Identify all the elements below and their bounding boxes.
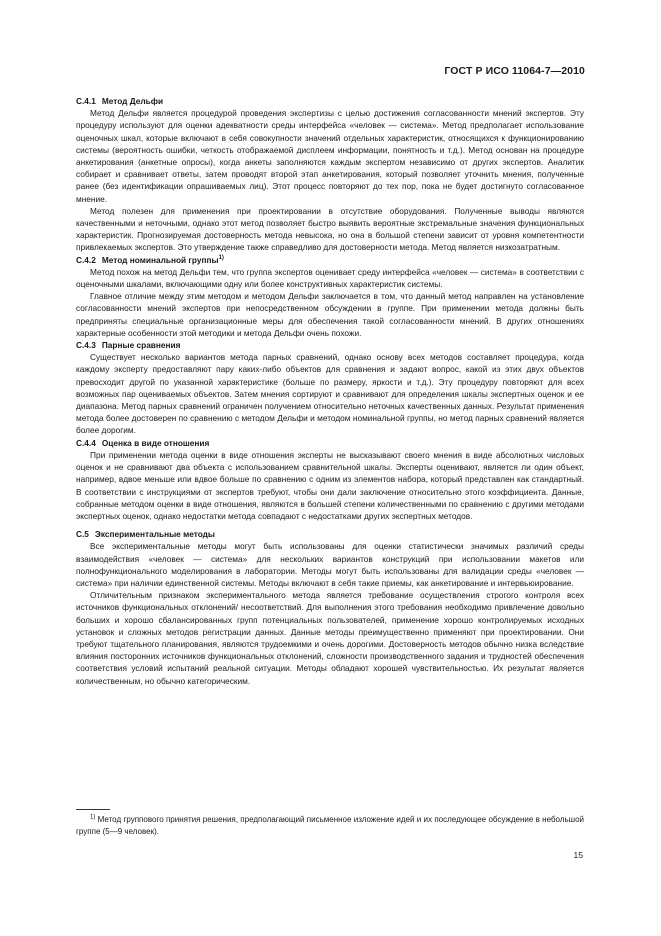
paragraph: При применении метода оценки в виде отношения эксперты не высказывают своего мнения в виде абсолютных числовых оценок и не сравнивают два объекта с использованием сравнительной шкалы. Эксперты оценивают, является ли один объект, например, вдвое меньше или вдвое больше по сравнению с одним из элементов набора, который представлен как стандартный. В соответствии с инструкциями от экспертов требуют, чтобы они дали заключение относительно этого коэффициента. Данные, собранные методом оценки в виде отношения, являются в большей степени количественными по сравнению с другими методами экспертных оценок, однако недостатки метода совпадают с недостатками других экспертных методов. — [76, 449, 584, 521]
paragraph: Метод Дельфи является процедурой проведения экспертизы с целью достижения согласованности мнений экспертов. Эту процедуру используют для оценки адекватности среды интерфейса «человек — система». Метод предполагает использование оценочных шкал, которые включают в себя совокупности значений отдельных характеристик, относящихся к функционированию системы (вероятность ошибки, четкость отображаемой дисплеем информации, понятность и т.д.). Метод основан на процедуре анкетирования (анкетные опросы), когда анкеты заполняются каждым экспертом независимо от других экспертов. Аналитик собирает и сравнивает ответы, затем проводят второй этап анкетирования, который позволяет уточнить мнения, полученные ранее (без идентификации опрашиваемых лиц). Этот процесс повторяют до тех пор, пока не будет достигнуто согласованное мнение. — [76, 108, 584, 204]
section-heading-c42: С.4.2 Метод номинальной группы$^{1)}$ — [76, 254, 224, 265]
paragraph: Главное отличие между этим методом и методом Дельфи заключается в том, что данный метод направлен на установление согласованности мнений экспертов при непосредственном обсуждении в группе. При применении метода должны быть предприняты специальные организационные меры для обеспечения такой согласованности мнений. В других отношениях характерные особенности этой методики и метода Дельфи очень похожи. — [76, 291, 584, 338]
paragraph: Отличительным признаком экспериментального метода является требование осуществления строгого контроля всех источников функциональных отклонений/ несоответствий. Для выполнения этого требования необходимо привлечение довольно больших и хорошо сбалансированных групп потенциальных пользователей, применение хорошо контролируемых исходных установок и сложных методов регистрации данных. Данные методы преимущественно применяют при проектировании. Они требуют тщательного планирования, являются трудоемкими и очень дорогими. Достоверность методов обычно низка вследствие влияния посторонних источников функциональных отклонений, сложности производственного задания и трудностей обеспечения соответствия условий испытаний реальной ситуации. Методы обладают хорошей чувствительностью. Их результат является количественным, но обычно категорическим. — [76, 590, 584, 686]
paragraph: Существует несколько вариантов метода парных сравнений, однако основу всех методов составляет процедура, когда каждому эксперту предоставляют пару каких-либо объектов для сравнения и задают вопрос, какой из этих двух объектов превосходит другой по указанной характеристике (больше по размеру, яркости и т.д.). Эту процедуру повторяют для всех возможных пар оцениваемых объектов. Затем мнения сортируют и сравнивают для определения шкалы экспертных оценок и ее диапазона. Метод парных сравнений ограничен получением относительно неточных качественных данных. Результат применения метода более достоверен по сравнению с методом Дельфи и методом номинальной группы, но метод парных сравнений является более дорогим. — [76, 352, 584, 436]
footnote-divider — [76, 809, 110, 810]
paragraph: Метод полезен для применения при проектировании в отсутствие оборудования. Полученные выводы являются качественными и неточными, однако этот метод позволяет быстро выявить вероятные экстремальные значения функциональных характеристик. Прогнозируемая достоверность метода невысока, но она в большой степени зависит от уровня компетентности привлекаемых экспертов. Это утверждение также справедливо для достоверности метода. Метод является низкозатратным. — [76, 205, 584, 253]
footnote — [76, 814, 584, 838]
footnote-number: 1) — [90, 814, 96, 821]
paragraph: Все экспериментальные методы могут быть использованы для оценки статистически значимых различий среды взаимодействия «человек — система» для нескольких вариантов конструкций при использовании макетов или полнофункционального моделирования в лаборатории. Методы могут быть использованы для валидации среды «человек — система» при наличии единственной системы. Методы включают в себя такие приемы, как анкетирование и интервьюирование. — [76, 541, 584, 588]
section-heading-c44: С.4.4 Оценка в виде отношения — [76, 437, 210, 448]
footnote-marker: 1) — [218, 254, 224, 261]
section-heading-c5: С.5 Экспериментальные методы — [76, 529, 216, 540]
document-header: ГОСТ Р ИСО 11064-7—2010 — [444, 65, 585, 77]
paragraph: Метод похож на метод Дельфи тем, что группа экспертов оценивает среду интерфейса «человек — система» в соответствии с оценочными шкалами, включающими одну или более конструктивных характеристик системы. — [76, 266, 584, 290]
footnote-text: Метод группового принятия решения, предполагающий письменное изложение идей и их последующее обсуждение в небольшой группе (5—9 человек). — [76, 815, 584, 837]
section-heading-c41: С.4.1 Метод Дельфи — [76, 96, 164, 106]
page-number: 15 — [573, 850, 583, 860]
section-heading-c43: С.4.3 Парные сравнения — [76, 340, 181, 351]
main-content — [76, 95, 584, 687]
